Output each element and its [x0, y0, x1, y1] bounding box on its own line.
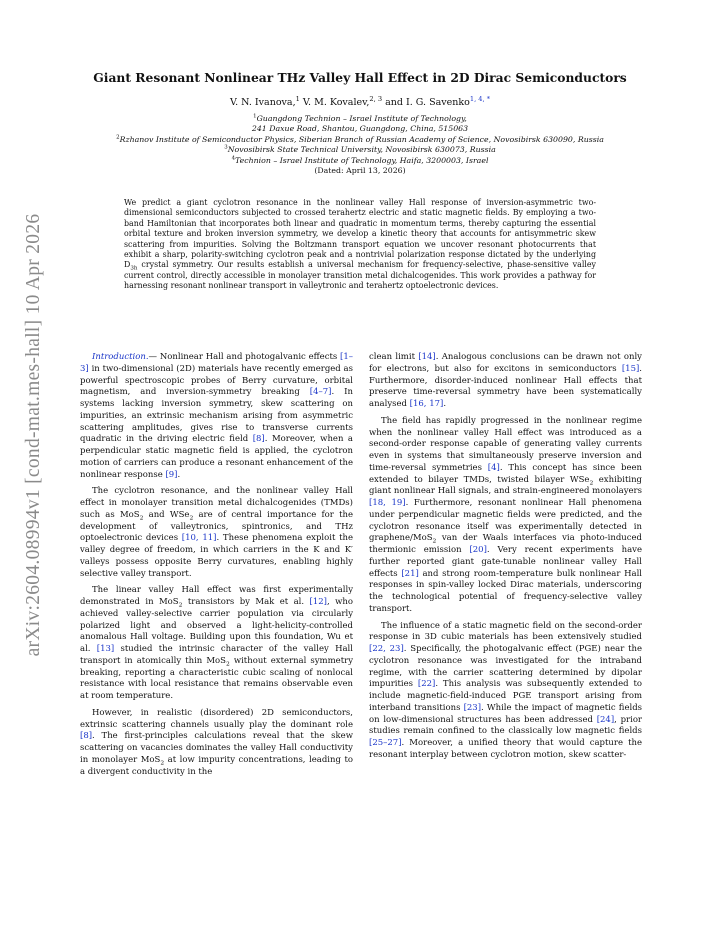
citation-link[interactable]: [4] [487, 462, 500, 473]
citation-link[interactable]: [22] [417, 679, 436, 690]
affiliation-line: $^3$Novosibirsk State Technical University, Novosibirsk 630073, Russia [224, 144, 496, 155]
citation-link[interactable]: [24] [596, 714, 615, 725]
paragraph: clean limit [14]. Analogous conclusions can be drawn not only for electrons, but also for excitons in semiconductors [15]. Furthermore, disorder-induced nonlinear Hall effects that preserve time-reversal symmetry have been systematically analysed [16, 17]. [369, 352, 642, 409]
affiliation-line: $^2$Rzhanov Institute of Semiconductor Physics, Siberian Branch of Russian Academy of Science, Novosibirsk 630090, Russia [116, 134, 604, 144]
left-column [80, 352, 353, 783]
paragraph: However, in realistic (disordered) 2D semiconductors, extrinsic scattering channels usually play the dominant role [8]. The first-principles calculations reveal that the skew scattering on vacancies dominates the valley Hall conductivity in monolayer MoS$_2$ at low impurity concentrations, leading to a divergent conductivity in the [80, 707, 353, 777]
citation-link[interactable]: [25–27] [369, 738, 402, 748]
arxiv-stamp-text: arXiv:2604.08994v1 [cond-mat.mes-hall] 10 Apr 2026 [23, 213, 44, 657]
citation-link[interactable]: [21] [401, 568, 419, 579]
citation-link[interactable]: [12] [309, 597, 327, 607]
date-line: (Dated: April 13, 2026) [314, 166, 406, 176]
section-label[interactable]: Introduction. [92, 352, 149, 362]
author-list [80, 94, 640, 108]
citation-link[interactable]: [8] [252, 434, 265, 445]
paragraph: The cyclotron resonance, and the nonlinear valley Hall effect in monolayer transition metal dichalcogenides (TMDs) such as MoS$_2$ and WSe$_2$ are of central importance for the development of valleytronics, spintronics, and THz optoelectronic devices [10, 11]. These phenomena exploit the valley degree of freedom, in which carriers in the K and K′ valleys possess opposite Berry curvatures, enabling highly selective valley transport. [80, 486, 354, 579]
citation-link[interactable]: [13] [96, 644, 115, 654]
citation-link[interactable]: [4–7] [309, 387, 332, 398]
author-name: V. M. Kovalev, [302, 97, 370, 108]
citation-link[interactable]: [20] [469, 545, 487, 555]
paragraph: The influence of a static magnetic field on the second-order response in 3D cubic materials has been extensively studied [22, 23]. Specifically, the photogalvanic effect (PGE) near the cyclotron resonance was investigated for the intraband regime, with the carrier scattering determined by dipolar impurities [22]. This analysis was subsequently extended to include magnetic-field-induced PGE transport arising from interband transitions [23]. While the impact of magnetic fields on low-dimensional structures has been addressed [24], prior studies remain confined to the classically low magnetic fields [25–27]. Moreover, a unified theory that would capture the resonant interplay between cyclotron motion, skew scatter- [369, 620, 642, 760]
arxiv-stamp [14, 200, 54, 670]
author-affil-marker: 1, 4, * [469, 94, 491, 103]
author-affil-marker: 1 [295, 94, 300, 103]
abstract: We predict a giant cyclotron resonance in the nonlinear valley Hall response of inversion-asymmetric two-dimensional semiconductors subjected to crossed terahertz electric and static magnetic fields. By employing a two-band Hamiltonian that incorporates both linear and quadratic in momentum terms, thereby capturing the essential orbital texture and broken inversion symmetry, we develop a kinetic theory that accounts for antisymmetric skew scattering from impurities. Solving the Boltzmann transport equation we uncover resonant photocurrents that exhibit a sharp, polarity-switching cyclotron peak and a nontrivial polarization response dictated by the underlying $D_{3h}$ crystal symmetry. Our results establish a universal mechanism for frequency-selective, phase-sensitive valley current control, directly accessible in monolayer transition metal dichalcogenides. This work provides a pathway for harnessing resonant nonlinear transport in valleytronic and terahertz optoelectronic devices. [124, 198, 596, 291]
paragraph: Introduction.— Nonlinear Hall and photogalvanic effects [1–3] in two-dimensional (2D) materials have recently emerged as powerful spectroscopic probes of Berry curvature, orbital magnetism, and inversion-symmetry breaking [4–7]. In systems lacking inversion symmetry, skew scattering on impurities, an extrinsic mechanism arising from asymmetric scattering amplitudes, gives rise to transverse currents quadratic in the driving electric field [8]. Moreover, when a perpendicular static magnetic field is applied, the cyclotron motion of carriers can produce a resonant enhancement of the nonlinear response [9]. [80, 352, 354, 480]
citation-link[interactable]: [22, 23] [369, 644, 404, 654]
citation-link[interactable]: [1–3] [80, 352, 353, 374]
paragraph: The linear valley Hall effect was first experimentally demonstrated in MoS$_2$ transistors by Mak et al. [12], who achieved valley-selective carrier population via circularly polarized light and observed a light-helicity-controlled anomalous Hall voltage. Building upon this foundation, Wu et al. [13] studied the intrinsic character of the valley Hall transport in atomically thin MoS$_2$ without external symmetry breaking, reporting a characteristic cubic scaling of nonlocal resistance with local resistance that remains observable even at room temperature. [80, 585, 353, 701]
citation-link[interactable]: [18, 19] [369, 498, 406, 508]
citation-link[interactable]: [15] [621, 363, 640, 374]
author-affil-marker: 2, 3 [369, 94, 383, 103]
affiliation-line: $^1$Guangdong Technion – Israel Institute of Technology, [253, 113, 467, 123]
citation-link[interactable]: [16, 17] [409, 399, 444, 409]
author-name: V. N. Ivanova, [229, 97, 296, 108]
affiliation-line: $^4$Technion – Israel Institute of Technology, Haifa, 3200003, Israel [231, 155, 489, 165]
affiliations [40, 114, 680, 176]
paragraph: The field has rapidly progressed in the nonlinear regime when the nonlinear valley Hall effect was introduced as a second-order response capable of generating valley currents even in systems that simultaneously preserve inversion and time-reversal symmetries [4]. This concept has since been extended to bilayer TMDs, twisted bilayer WSe$_2$ exhibiting giant nonlinear Hall signals, and strain-engineered monolayers [18, 19]. Furthermore, resonant nonlinear Hall phenomena under perpendicular magnetic fields were predicted, and the cyclotron resonance itself was experimentally detected in graphene/MoS$_2$ van der Waals interfaces via photo-induced thermionic emission [20]. Very recent experiments have further reported giant gate-tunable nonlinear valley Hall effects [21] and strong room-temperature bulk nonlinear Hall responses in spin-valley locked Dirac materials, underscoring the technological potential of frequency-selective valley transport. [369, 415, 643, 614]
citation-link[interactable]: [23] [463, 702, 482, 713]
right-column [369, 352, 642, 767]
paper-title: Giant Resonant Nonlinear THz Valley Hall Effect in 2D Dirac Semiconductors [93, 70, 627, 85]
author-conjunction: and [385, 97, 403, 108]
affiliation-line: 241 Daxue Road, Shantou, Guangdong, China, 515063 [251, 124, 469, 134]
citation-link[interactable]: [14] [418, 352, 436, 362]
citation-link[interactable]: [10, 11] [181, 533, 217, 544]
citation-link[interactable]: [9] [165, 469, 178, 480]
citation-link[interactable]: [8] [80, 731, 93, 742]
author-name: I. G. Savenko [406, 97, 470, 108]
